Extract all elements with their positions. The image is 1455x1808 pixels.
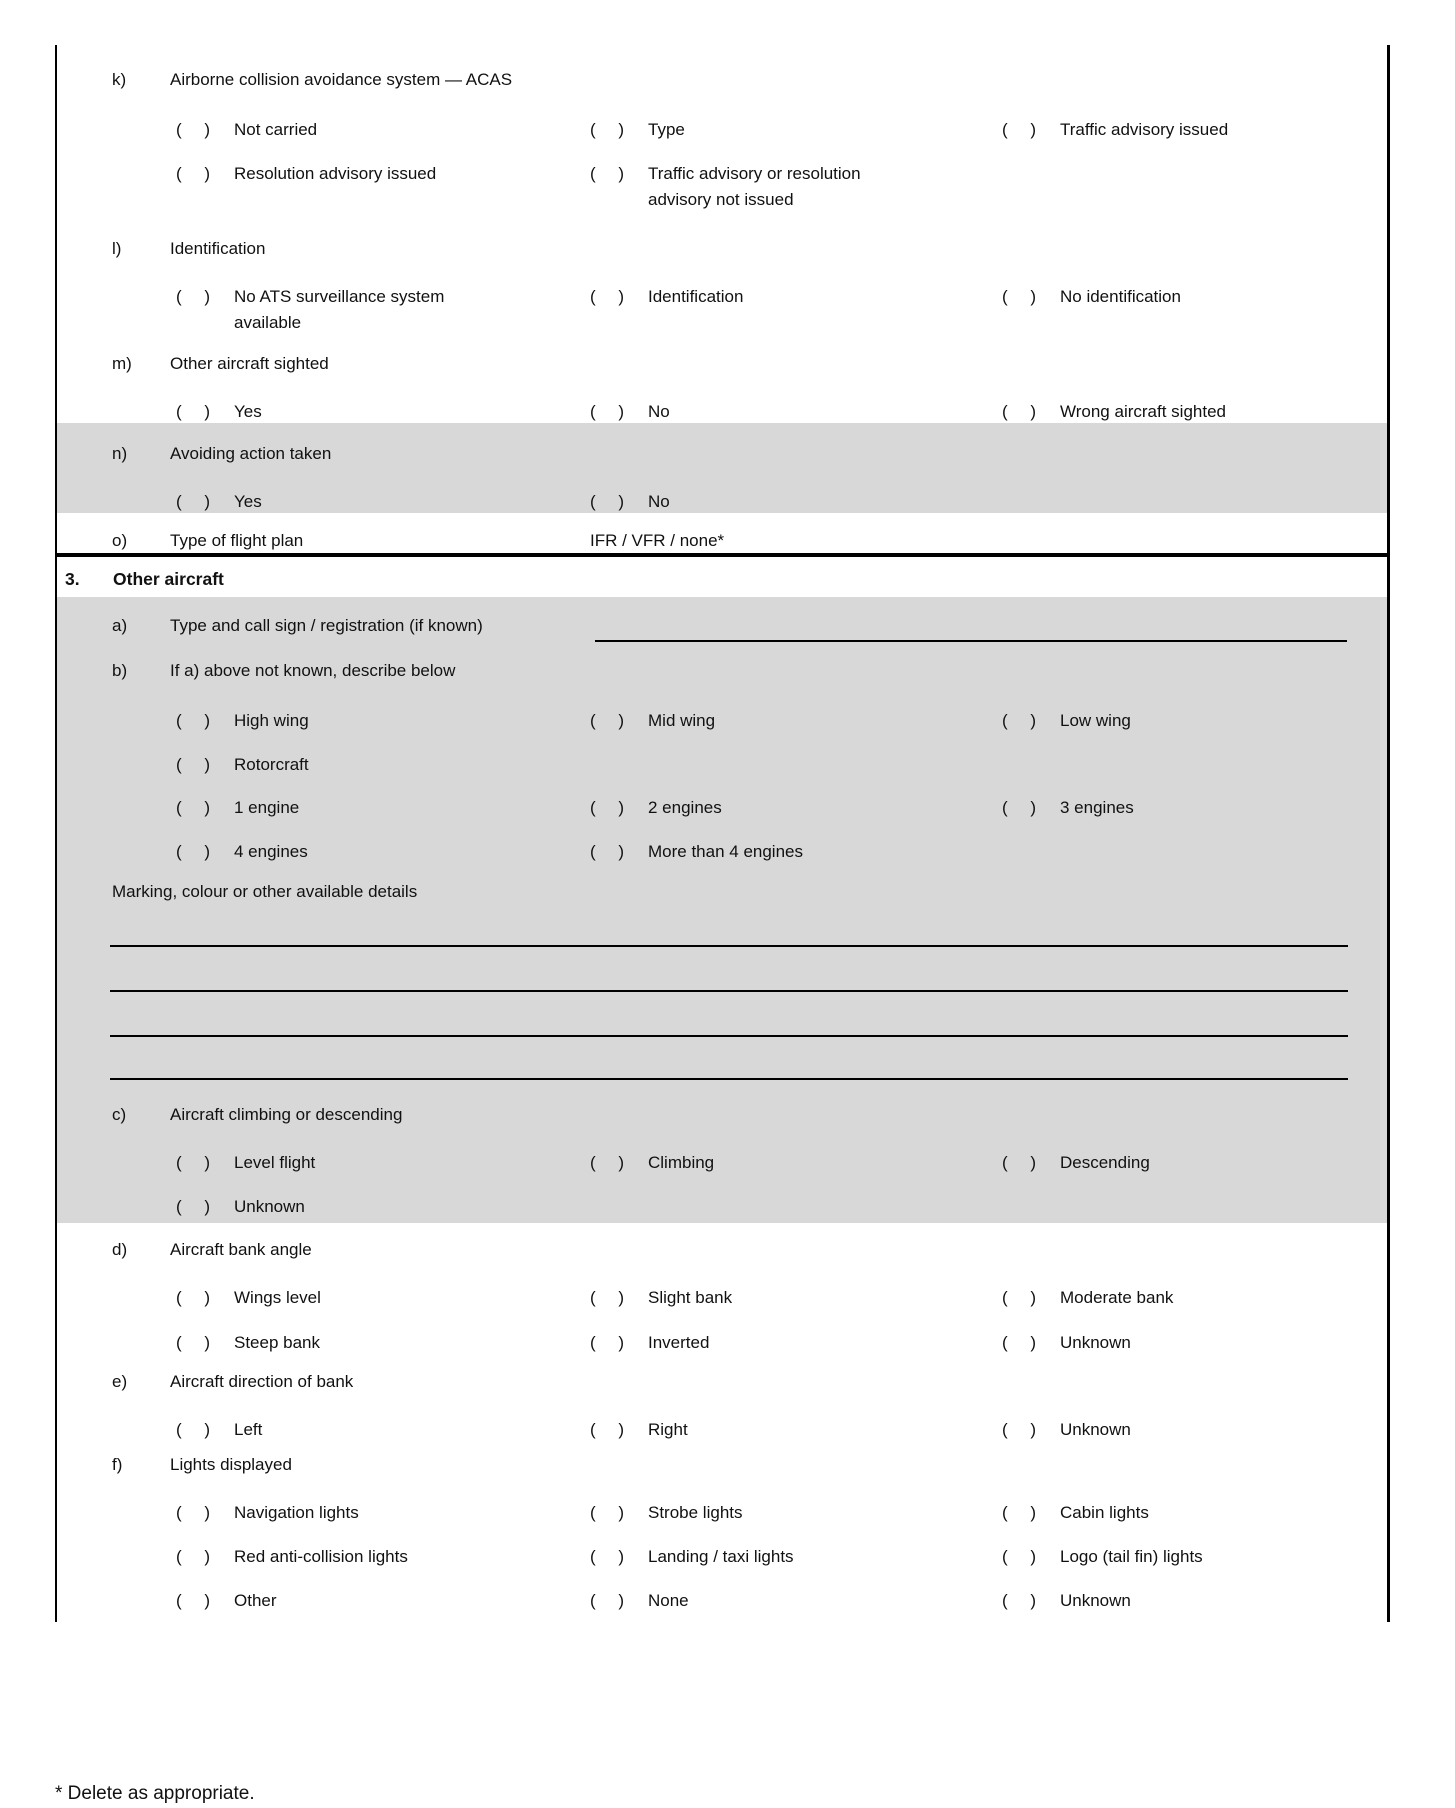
marking-details-label: Marking, colour or other available details bbox=[112, 882, 418, 901]
checkbox-high-wing[interactable] bbox=[176, 708, 210, 734]
option-other-lights bbox=[176, 1588, 277, 1614]
paren-close: ) bbox=[204, 1288, 210, 1307]
checkbox-level-flight[interactable] bbox=[176, 1150, 210, 1176]
option-label: Traffic advisory issued bbox=[1060, 120, 1229, 139]
option-type bbox=[590, 117, 685, 143]
paren-close: ) bbox=[204, 1547, 210, 1566]
paren-close: ) bbox=[1030, 1503, 1036, 1522]
checkbox-strobe-lights[interactable] bbox=[590, 1500, 624, 1526]
paren-close: ) bbox=[204, 120, 210, 139]
option-label: Red anti-collision lights bbox=[234, 1547, 408, 1566]
paren-open: ( bbox=[590, 1503, 596, 1522]
paren-open: ( bbox=[590, 402, 596, 421]
marking-write-in-line-1[interactable] bbox=[110, 945, 1348, 947]
paren-close: ) bbox=[618, 1333, 624, 1352]
paren-close: ) bbox=[204, 842, 210, 861]
paren-open: ( bbox=[176, 164, 182, 183]
checkbox-not-carried[interactable] bbox=[176, 117, 210, 143]
checkbox-d-unknown[interactable] bbox=[1002, 1330, 1036, 1356]
left-border bbox=[55, 45, 57, 1622]
option-level-flight bbox=[176, 1150, 315, 1176]
paren-open: ( bbox=[590, 1420, 596, 1439]
checkbox-slight-bank[interactable] bbox=[590, 1285, 624, 1311]
option-label: Climbing bbox=[648, 1153, 715, 1172]
checkbox-identification[interactable] bbox=[590, 284, 624, 310]
checkbox-2-engines[interactable] bbox=[590, 795, 624, 821]
option-not-carried bbox=[176, 117, 317, 143]
paren-open: ( bbox=[176, 1503, 182, 1522]
paren-close: ) bbox=[618, 164, 624, 183]
checkbox-c-unknown[interactable] bbox=[176, 1194, 210, 1220]
option-label: Strobe lights bbox=[648, 1503, 743, 1522]
option-label: Wings level bbox=[234, 1288, 321, 1307]
paren-open: ( bbox=[176, 120, 182, 139]
item-title: Lights displayed bbox=[170, 1455, 292, 1474]
option-left bbox=[176, 1417, 262, 1443]
paren-open: ( bbox=[176, 1591, 182, 1610]
option-1-engine bbox=[176, 795, 299, 821]
option-label: Slight bank bbox=[648, 1288, 733, 1307]
paren-close: ) bbox=[1030, 120, 1036, 139]
checkbox-e-unknown[interactable] bbox=[1002, 1417, 1036, 1443]
item-title: Other aircraft sighted bbox=[170, 354, 329, 373]
checkbox-descending[interactable] bbox=[1002, 1150, 1036, 1176]
option-label: Steep bank bbox=[234, 1333, 321, 1352]
item-title: Avoiding action taken bbox=[170, 444, 332, 463]
option-inverted bbox=[590, 1330, 709, 1356]
option-n-yes bbox=[176, 489, 262, 515]
paren-open: ( bbox=[1002, 1333, 1008, 1352]
item-letter: n) bbox=[112, 444, 128, 463]
item-title: Identification bbox=[170, 239, 266, 258]
paren-open: ( bbox=[590, 492, 596, 511]
option-wrong-aircraft-sighted bbox=[1002, 399, 1226, 425]
item-letter: c) bbox=[112, 1105, 127, 1124]
option-label: No bbox=[648, 402, 670, 421]
checkbox-n-yes[interactable] bbox=[176, 489, 210, 515]
option-label: Traffic advisory or resolution advisory not issued bbox=[648, 164, 861, 209]
checkbox-moderate-bank[interactable] bbox=[1002, 1285, 1036, 1311]
option-label: Navigation lights bbox=[234, 1503, 359, 1522]
checkbox-inverted[interactable] bbox=[590, 1330, 624, 1356]
option-no-ats-surveillance bbox=[176, 284, 474, 336]
option-slight-bank bbox=[590, 1285, 732, 1311]
paren-open: ( bbox=[1002, 1420, 1008, 1439]
option-climbing bbox=[590, 1150, 714, 1176]
paren-close: ) bbox=[1030, 711, 1036, 730]
option-label: Mid wing bbox=[648, 711, 716, 730]
checkbox-m-no[interactable] bbox=[590, 399, 624, 425]
checkbox-right[interactable] bbox=[590, 1417, 624, 1443]
paren-open: ( bbox=[1002, 1153, 1008, 1172]
paren-close: ) bbox=[618, 1153, 624, 1172]
paren-open: ( bbox=[1002, 402, 1008, 421]
paren-open: ( bbox=[590, 164, 596, 183]
paren-close: ) bbox=[204, 287, 210, 306]
paren-open: ( bbox=[176, 492, 182, 511]
option-landing-taxi-lights bbox=[590, 1544, 794, 1570]
paren-close: ) bbox=[618, 798, 624, 817]
checkbox-rotorcraft[interactable] bbox=[176, 752, 210, 778]
option-red-anti-collision-lights bbox=[176, 1544, 408, 1570]
item-title: Aircraft bank angle bbox=[170, 1240, 312, 1259]
item-letter: a) bbox=[112, 616, 128, 635]
paren-open: ( bbox=[590, 842, 596, 861]
checkbox-mid-wing[interactable] bbox=[590, 708, 624, 734]
option-wings-level bbox=[176, 1285, 321, 1311]
paren-close: ) bbox=[204, 755, 210, 774]
paren-open: ( bbox=[590, 120, 596, 139]
paren-close: ) bbox=[1030, 1591, 1036, 1610]
paren-open: ( bbox=[176, 755, 182, 774]
checkbox-navigation-lights[interactable] bbox=[176, 1500, 210, 1526]
paren-close: ) bbox=[618, 1547, 624, 1566]
paren-open: ( bbox=[590, 1288, 596, 1307]
item-letter: d) bbox=[112, 1240, 128, 1259]
paren-close: ) bbox=[204, 711, 210, 730]
checkbox-steep-bank[interactable] bbox=[176, 1330, 210, 1356]
option-descending bbox=[1002, 1150, 1150, 1176]
right-border bbox=[1387, 45, 1390, 1622]
paren-close: ) bbox=[618, 711, 624, 730]
checkbox-wings-level[interactable] bbox=[176, 1285, 210, 1311]
paren-close: ) bbox=[204, 402, 210, 421]
paren-open: ( bbox=[590, 1547, 596, 1566]
option-label: Inverted bbox=[648, 1333, 710, 1352]
flight-plan-value[interactable]: IFR / VFR / none* bbox=[590, 531, 725, 550]
checkbox-f-unknown[interactable] bbox=[1002, 1588, 1036, 1614]
option-label: Yes bbox=[234, 492, 262, 511]
option-label: Logo (tail fin) lights bbox=[1060, 1547, 1203, 1566]
option-m-no bbox=[590, 399, 670, 425]
paren-close: ) bbox=[618, 1288, 624, 1307]
option-label: 2 engines bbox=[648, 798, 722, 817]
paren-open: ( bbox=[590, 798, 596, 817]
paren-close: ) bbox=[618, 402, 624, 421]
option-resolution-advisory-issued bbox=[176, 161, 436, 187]
option-label: Right bbox=[648, 1420, 688, 1439]
option-label: Level flight bbox=[234, 1153, 316, 1172]
option-label: Landing / taxi lights bbox=[648, 1547, 794, 1566]
marking-write-in-line-2[interactable] bbox=[110, 990, 1348, 992]
option-mid-wing bbox=[590, 708, 715, 734]
option-identification bbox=[590, 284, 743, 310]
checkbox-no-identification[interactable] bbox=[1002, 284, 1036, 310]
section-number: 3. bbox=[65, 569, 80, 589]
option-traffic-or-resolution-not-issued bbox=[590, 161, 903, 213]
paren-close: ) bbox=[1030, 1547, 1036, 1566]
item-title: If a) above not known, describe below bbox=[170, 661, 456, 680]
option-label: None bbox=[648, 1591, 689, 1610]
option-right bbox=[590, 1417, 688, 1443]
paren-open: ( bbox=[176, 287, 182, 306]
paren-open: ( bbox=[1002, 1591, 1008, 1610]
paren-open: ( bbox=[176, 842, 182, 861]
option-cabin-lights bbox=[1002, 1500, 1149, 1526]
paren-close: ) bbox=[204, 1591, 210, 1610]
option-f-unknown bbox=[1002, 1588, 1131, 1614]
item-title: Aircraft climbing or descending bbox=[170, 1105, 403, 1124]
paren-close: ) bbox=[204, 1153, 210, 1172]
option-no-identification bbox=[1002, 284, 1181, 310]
option-strobe-lights bbox=[590, 1500, 743, 1526]
item-title: Type of flight plan bbox=[170, 531, 304, 550]
paren-close: ) bbox=[618, 1591, 624, 1610]
option-label: No bbox=[648, 492, 670, 511]
option-e-unknown bbox=[1002, 1417, 1131, 1443]
marking-write-in-line-3[interactable] bbox=[110, 1035, 1348, 1037]
item-letter: m) bbox=[112, 354, 132, 373]
paren-open: ( bbox=[176, 1420, 182, 1439]
paren-open: ( bbox=[590, 1153, 596, 1172]
option-label: Unknown bbox=[1060, 1420, 1131, 1439]
option-steep-bank bbox=[176, 1330, 320, 1356]
paren-open: ( bbox=[590, 1333, 596, 1352]
option-traffic-advisory-issued bbox=[1002, 117, 1228, 143]
paren-open: ( bbox=[1002, 1503, 1008, 1522]
paren-open: ( bbox=[176, 1153, 182, 1172]
option-label: Not carried bbox=[234, 120, 318, 139]
option-label: Rotorcraft bbox=[234, 755, 309, 774]
option-label: No identification bbox=[1060, 287, 1181, 306]
paren-close: ) bbox=[204, 1503, 210, 1522]
paren-open: ( bbox=[1002, 798, 1008, 817]
checkbox-n-no[interactable] bbox=[590, 489, 624, 515]
option-label: Unknown bbox=[234, 1197, 305, 1216]
paren-open: ( bbox=[176, 1333, 182, 1352]
checkbox-m-yes[interactable] bbox=[176, 399, 210, 425]
paren-close: ) bbox=[204, 798, 210, 817]
paren-close: ) bbox=[618, 287, 624, 306]
option-more-than-4-engines bbox=[590, 839, 803, 865]
paren-close: ) bbox=[1030, 1420, 1036, 1439]
option-m-yes bbox=[176, 399, 262, 425]
checkbox-wrong-aircraft-sighted[interactable] bbox=[1002, 399, 1036, 425]
option-label: Low wing bbox=[1060, 711, 1131, 730]
option-navigation-lights bbox=[176, 1500, 359, 1526]
paren-open: ( bbox=[176, 1288, 182, 1307]
checkbox-resolution-advisory-issued[interactable] bbox=[176, 161, 210, 187]
item-letter: e) bbox=[112, 1372, 128, 1391]
option-label: Left bbox=[234, 1420, 263, 1439]
option-label: Unknown bbox=[1060, 1591, 1131, 1610]
item-letter: b) bbox=[112, 661, 128, 680]
checkbox-1-engine[interactable] bbox=[176, 795, 210, 821]
delete-as-appropriate-footnote: * Delete as appropriate. bbox=[55, 1783, 255, 1804]
paren-close: ) bbox=[1030, 1288, 1036, 1307]
option-label: More than 4 engines bbox=[648, 842, 803, 861]
option-label: Wrong aircraft sighted bbox=[1060, 402, 1226, 421]
checkbox-more-than-4-engines[interactable] bbox=[590, 839, 624, 865]
option-2-engines bbox=[590, 795, 722, 821]
paren-open: ( bbox=[1002, 1547, 1008, 1566]
checkbox-other-lights[interactable] bbox=[176, 1588, 210, 1614]
option-label: 4 engines bbox=[234, 842, 308, 861]
option-n-no bbox=[590, 489, 670, 515]
option-logo-lights bbox=[1002, 1544, 1203, 1570]
paren-open: ( bbox=[1002, 287, 1008, 306]
checkbox-traffic-or-resolution-not-issued[interactable] bbox=[590, 161, 624, 187]
shaded-band-section3 bbox=[56, 597, 1387, 1223]
checkbox-low-wing[interactable] bbox=[1002, 708, 1036, 734]
paren-close: ) bbox=[1030, 287, 1036, 306]
paren-open: ( bbox=[1002, 711, 1008, 730]
paren-open: ( bbox=[1002, 1288, 1008, 1307]
item-title: Type and call sign / registration (if known) bbox=[170, 616, 483, 635]
option-label: Moderate bank bbox=[1060, 1288, 1174, 1307]
checkbox-climbing[interactable] bbox=[590, 1150, 624, 1176]
option-label: Unknown bbox=[1060, 1333, 1131, 1352]
checkbox-logo-lights[interactable] bbox=[1002, 1544, 1036, 1570]
option-label: 3 engines bbox=[1060, 798, 1134, 817]
paren-close: ) bbox=[618, 120, 624, 139]
item-letter: f) bbox=[112, 1455, 123, 1474]
checkbox-traffic-advisory-issued[interactable] bbox=[1002, 117, 1036, 143]
paren-close: ) bbox=[204, 1333, 210, 1352]
item-title: Aircraft direction of bank bbox=[170, 1372, 354, 1391]
paren-open: ( bbox=[176, 402, 182, 421]
paren-close: ) bbox=[618, 492, 624, 511]
option-low-wing bbox=[1002, 708, 1131, 734]
checkbox-none-lights[interactable] bbox=[590, 1588, 624, 1614]
paren-close: ) bbox=[618, 1503, 624, 1522]
option-4-engines bbox=[176, 839, 308, 865]
option-high-wing bbox=[176, 708, 309, 734]
paren-close: ) bbox=[204, 164, 210, 183]
option-label: Descending bbox=[1060, 1153, 1150, 1172]
option-label: No ATS surveillance system available bbox=[234, 287, 445, 332]
paren-close: ) bbox=[618, 842, 624, 861]
checkbox-no-ats-surveillance[interactable] bbox=[176, 284, 210, 310]
paren-close: ) bbox=[1030, 402, 1036, 421]
checkbox-4-engines[interactable] bbox=[176, 839, 210, 865]
paren-open: ( bbox=[176, 1547, 182, 1566]
paren-open: ( bbox=[176, 711, 182, 730]
callsign-write-in-line[interactable] bbox=[595, 640, 1347, 642]
paren-close: ) bbox=[204, 1197, 210, 1216]
option-none-lights bbox=[590, 1588, 689, 1614]
checkbox-cabin-lights[interactable] bbox=[1002, 1500, 1036, 1526]
option-label: Resolution advisory issued bbox=[234, 164, 437, 183]
item-title: Airborne collision avoidance system — ACAS bbox=[170, 70, 513, 89]
option-label: Other bbox=[234, 1591, 277, 1610]
checkbox-left[interactable] bbox=[176, 1417, 210, 1443]
item-letter: k) bbox=[112, 70, 127, 89]
paren-close: ) bbox=[1030, 1333, 1036, 1352]
option-label: Yes bbox=[234, 402, 262, 421]
item-letter: o) bbox=[112, 531, 128, 550]
paren-open: ( bbox=[176, 798, 182, 817]
paren-open: ( bbox=[590, 711, 596, 730]
option-label: Type bbox=[648, 120, 685, 139]
item-letter: l) bbox=[112, 239, 122, 258]
option-moderate-bank bbox=[1002, 1285, 1173, 1311]
section-title: Other aircraft bbox=[113, 569, 224, 589]
option-label: High wing bbox=[234, 711, 309, 730]
option-3-engines bbox=[1002, 795, 1134, 821]
paren-close: ) bbox=[204, 492, 210, 511]
checkbox-3-engines[interactable] bbox=[1002, 795, 1036, 821]
paren-open: ( bbox=[590, 1591, 596, 1610]
checkbox-landing-taxi-lights[interactable] bbox=[590, 1544, 624, 1570]
paren-close: ) bbox=[1030, 798, 1036, 817]
option-label: Identification bbox=[648, 287, 744, 306]
paren-close: ) bbox=[618, 1420, 624, 1439]
option-rotorcraft bbox=[176, 752, 309, 778]
checkbox-type[interactable] bbox=[590, 117, 624, 143]
option-d-unknown bbox=[1002, 1330, 1131, 1356]
paren-close: ) bbox=[204, 1420, 210, 1439]
paren-close: ) bbox=[1030, 1153, 1036, 1172]
section3-top-rule bbox=[55, 553, 1390, 557]
option-label: 1 engine bbox=[234, 798, 300, 817]
marking-write-in-line-4[interactable] bbox=[110, 1078, 1348, 1080]
checkbox-red-anti-collision-lights[interactable] bbox=[176, 1544, 210, 1570]
option-label: Cabin lights bbox=[1060, 1503, 1149, 1522]
paren-open: ( bbox=[176, 1197, 182, 1216]
paren-open: ( bbox=[1002, 120, 1008, 139]
option-c-unknown bbox=[176, 1194, 305, 1220]
paren-open: ( bbox=[590, 287, 596, 306]
